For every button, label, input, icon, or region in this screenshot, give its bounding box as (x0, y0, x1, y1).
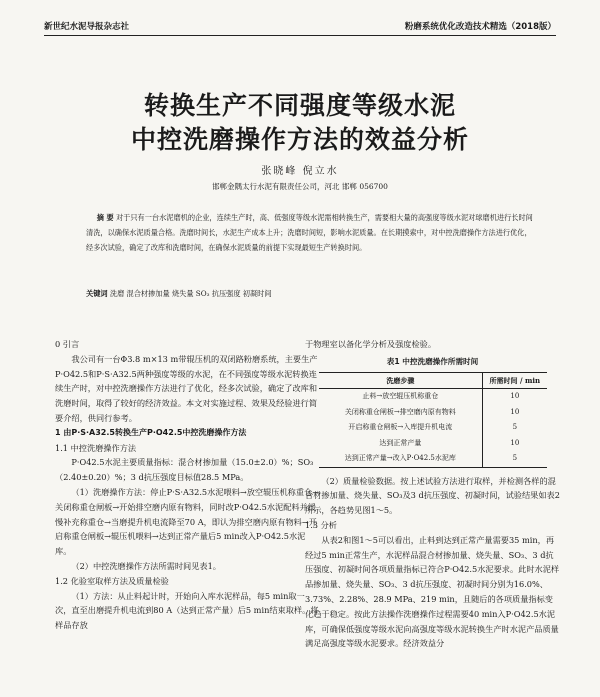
table-cell-step: 开启称重仓闸板→入库提升机电流 (319, 420, 483, 436)
analysis-paragraph: 从表2和图1～5可以看出，止料到达到正常产量需要35 min，再经过5 min正常生产，水泥样品混合材掺加量、烧失量、SO₃、3 d抗压强度、初凝时间各项质量指标已符合P·O42.5水泥要求。此时水泥样品掺加量、烧失量、SO₃、3 d抗压强度、初凝时间分别为16.0%、3.73%、2.28%、28.9 MPa、219 min，且随后的各项质量指标变化趋于稳定。按此方法操作洗磨操作过程需要40 min入P·O42.5水泥库，可确保低强度等级水泥向高强度等级水泥转换生产时水泥产品质量满足高强度等级水泥要求。经济效益分 (305, 534, 560, 649)
section-intro-heading: 0 引言 (55, 339, 80, 349)
intro-paragraph: 我公司有一台Φ3.8 m×13 m带辊压机的双闭路粉磨系统，主要生产P·O42.5和P·S·A32.5两种强度等级的水泥，在不同强度等级水泥转换连续生产时，对中控洗磨操作方法进行了优化，经多次试验，确定了改库和洗磨时间，取得了较好的经济效益。本文对实施过程、效果及经验进行简要介绍，供同行参考。 (55, 353, 318, 423)
running-header (44, 20, 556, 36)
title-line-2: 中控洗磨操作方法的效益分析 (130, 125, 469, 154)
table-caption: 表1 中控洗磨操作所需时间 (386, 356, 479, 366)
abstract-text: 对于只有一台水泥磨机的企业，连续生产时，高、低强度等级水泥需相转换生产，需要相大量的高强度等级水泥对球磨机进行长时间清洗，以确保水泥质量合格。洗磨时间长，水泥生产成本上升；洗磨时间短，影响水泥质量。在长期摸索中，对中控洗磨操作方法进行优化，经多次试验，确定了改库和洗磨时间，在确保水泥质量的前提下实现最短生产转换时间。 (86, 213, 533, 252)
table-header-step: 洗磨步骤 (319, 372, 483, 389)
table-cell-step: 达到正常产量→改入P·O42.5水泥库 (319, 451, 483, 467)
table-cell-step: 止料→放空辊压机称重仓 (319, 389, 483, 405)
keywords-label: 关键词 (86, 289, 108, 298)
table-row (319, 405, 547, 421)
section-1-3-heading: 1.3 分析 (305, 519, 337, 530)
table-cell-time: 10 (510, 392, 520, 401)
abstract-label: 摘 要 (96, 213, 114, 222)
table-row (319, 389, 547, 405)
table-cell-time: 10 (510, 407, 520, 416)
keywords-text: 洗磨 混合材掺加量 烧失量 SO₃ 抗压强度 初凝时间 (109, 289, 272, 298)
sampling-paragraph: （1）方法：从止料起计时，开始向入库水泥样品，每5 min取一次，直至出磨提升机电流到80 A（达到正常产量）后5 min结束取样。将样品存放 (55, 590, 319, 631)
right-column (305, 337, 560, 651)
quality-index-paragraph: P·O42.5水泥主要质量指标：混合材掺加量（15.0±2.0）%；SO₃（2.40±0.20）%；3 d抗压强度目标值28.5 MPa。 (55, 457, 314, 483)
table-cell-step: 关闭称重仓闸板→排空磨内原有物料 (319, 405, 483, 421)
keywords (86, 289, 536, 299)
procedure-paragraph: （1）洗磨操作方法：停止P·S·A32.5水泥喂料→放空辊压机称重仓→关闭称重仓闸板→开始排空磨内原有物料，同时改P·O42.5水泥配料并缓慢补充称重仓→当磨提升机电流降至70 A，即认为排空磨内原有物料→开启称重仓闸板→辊压机喂料→达到正常产量后5 min改入P·O42.5水泥库。 (55, 486, 320, 557)
table-header-time: 所需时间 / min (489, 375, 541, 385)
quality-data-paragraph: （2）质量检验数据。按上述试验方法进行取样，并检测各样的混合材掺加量、烧失量、SO₃及3 d抗压强度、初凝时间，试验结果如表2所示，各趋势见图1～5。 (305, 475, 560, 516)
wash-time-table (319, 372, 547, 468)
table-row (319, 436, 547, 452)
left-column (55, 337, 320, 633)
section-1-heading: 1 由P·S·A32.5转换生产P·O42.5中控洗磨操作方法 (55, 427, 247, 437)
authors: 张晓峰 倪立水 (261, 166, 339, 177)
header-right: 粉磨系统优化改造技术精选（2018版） (404, 22, 556, 32)
abstract (86, 210, 536, 255)
table-row (319, 451, 547, 467)
table-cell-time: 10 (510, 438, 520, 447)
section-1-2-heading: 1.2 化验室取样方法及质量检验 (55, 575, 169, 586)
title-line-1: 转换生产不同强度等级水泥 (143, 91, 456, 120)
section-1-1-heading: 1.1 中控洗磨操作方法 (55, 442, 137, 453)
table-cell-time: 5 (512, 423, 518, 432)
table-header-row (319, 372, 547, 389)
table-cell-time: 5 (512, 454, 518, 463)
table-cell-step: 达到正常产量 (319, 436, 483, 452)
continued-paragraph: 于物理室以备化学分析及强度检验。 (305, 339, 437, 349)
table-row (319, 420, 547, 436)
affiliation: 邯郸金隅太行水泥有限责任公司，河北 邯郸 056700 (212, 182, 388, 191)
header-left: 新世纪水泥导报杂志社 (44, 22, 130, 32)
table-ref-paragraph: （2）中控洗磨操作方法所需时间见表1。 (71, 560, 221, 571)
